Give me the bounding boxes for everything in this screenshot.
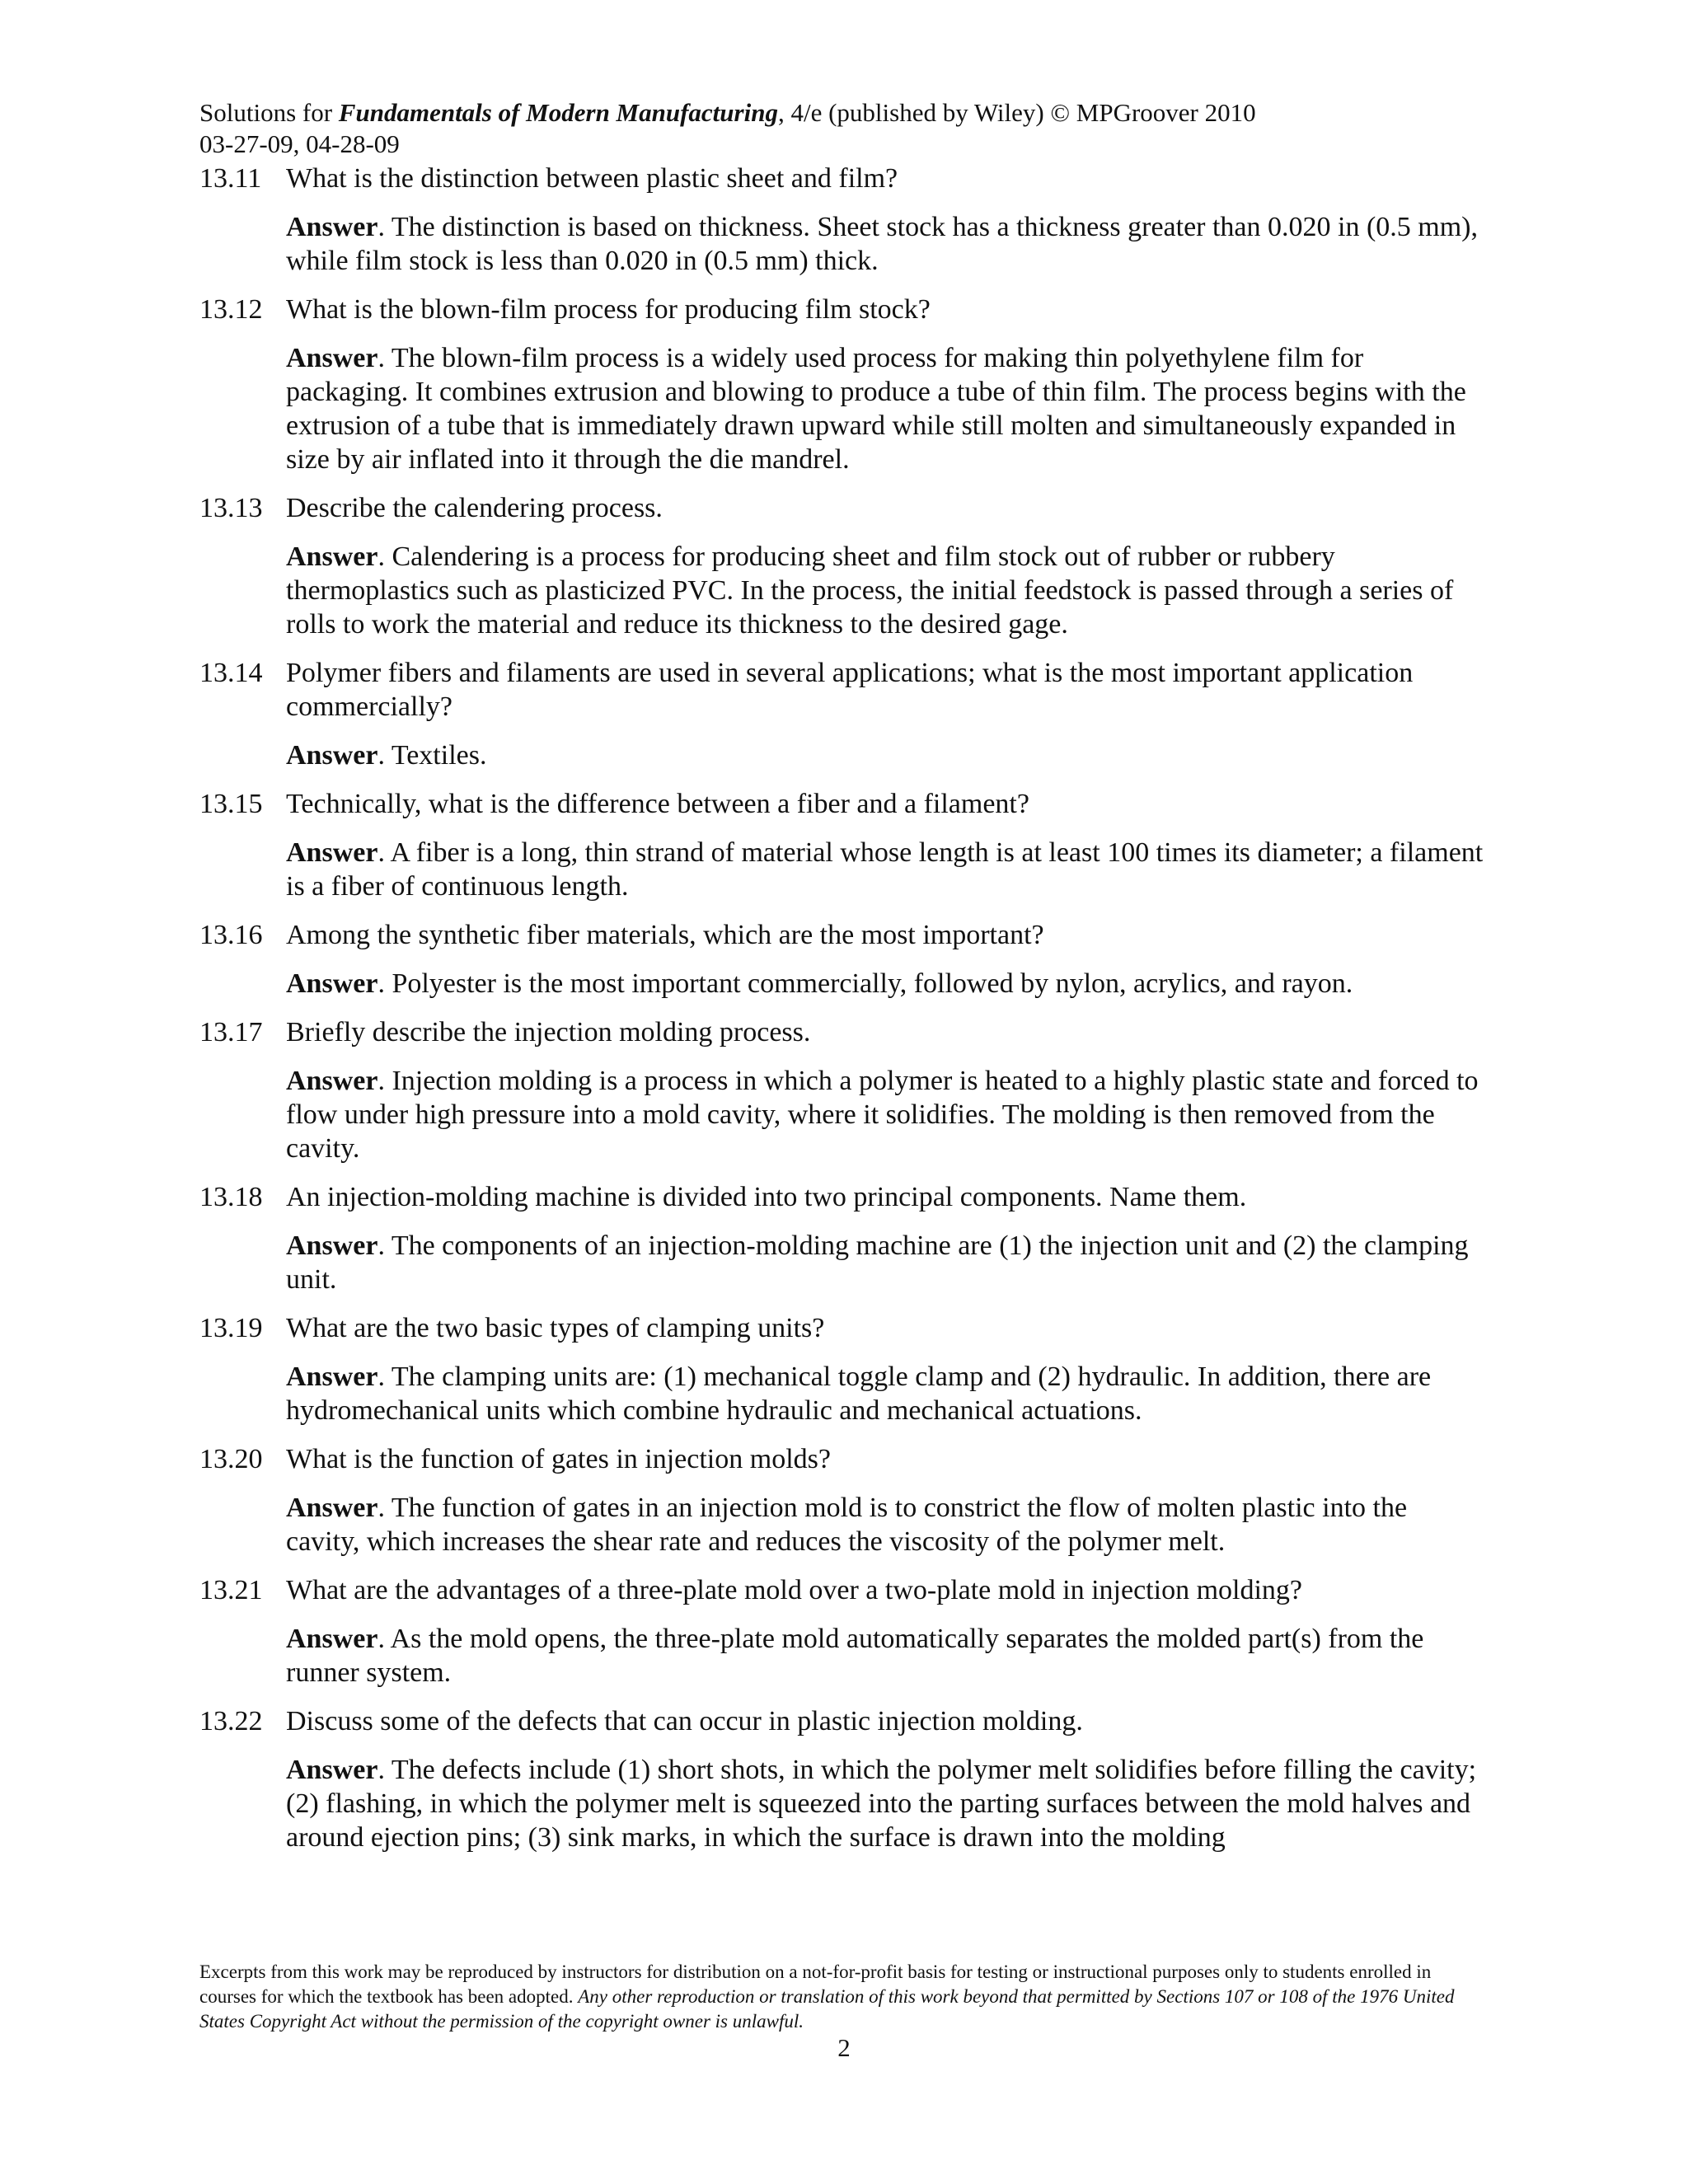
question-row [199,491,1485,525]
qa-item [199,1442,1485,1558]
answer-paragraph [286,1622,1485,1690]
question-text: Polymer fibers and filaments are used in several applications; what is the most important application commercially? [286,658,1414,722]
question-number: 13.18 [199,1182,263,1212]
copyright-footer [199,1960,1485,2034]
answer-paragraph [286,1753,1485,1854]
question-text: Technically, what is the difference between a fiber and a filament? [286,789,1029,819]
page-header [199,97,1518,160]
answer-label: Answer [286,1493,378,1523]
qa-item [199,1704,1485,1854]
question-text: What is the blown-film process for producing film stock? [286,294,931,325]
question-number: 13.15 [199,789,263,819]
answer-paragraph [286,210,1485,278]
answer-text: . The function of gates in an injection mold is to constrict the flow of molten plastic into the cavity, which increases the shear rate and reduces the viscosity of the polymer melt. [286,1493,1408,1557]
question-number: 13.12 [199,294,263,325]
answer-text: . As the mold opens, the three-plate mold automatically separates the molded part(s) from the runner system. [286,1624,1424,1688]
question-text: Among the synthetic fiber materials, which are the most important? [286,920,1044,950]
answer-text: . Textiles. [377,740,487,771]
question-row [199,293,1485,326]
qa-item [199,1015,1485,1165]
question-row [199,1442,1485,1476]
answer-paragraph [286,836,1485,903]
question-text: Briefly describe the injection molding process. [286,1017,811,1047]
answer-label: Answer [286,740,378,771]
page-number: 2 [837,2033,851,2062]
question-text: What is the function of gates in injection molds? [286,1444,831,1474]
question-row [199,162,1485,195]
question-text: What are the two basic types of clamping units? [286,1313,825,1343]
question-row [199,1704,1485,1738]
question-number: 13.14 [199,658,263,688]
question-number: 13.13 [199,493,263,523]
qa-item [199,1573,1485,1690]
answer-text: . A fiber is a long, thin strand of material whose length is at least 100 times its diameter; a filament is a fiber of continuous length. [286,837,1484,902]
answer-text: . The distinction is based on thickness. Sheet stock has a thickness greater than 0.020 in (0.5 mm), while film stock is less than 0.020 in (0.5 mm) thick. [286,212,1479,276]
answer-text: . The blown-film process is a widely used process for making thin polyethylene film for packaging. It combines extrusion and blowing to produce a tube of thin film. The process begins with the extrusion of a tube that is immediately drawn upward while still molten and simultaneously expanded in size by air inflated into it through the die mandrel. [286,343,1466,475]
answer-label: Answer [286,541,378,572]
question-number: 13.19 [199,1313,263,1343]
question-row [199,1573,1485,1607]
answer-paragraph [286,1360,1485,1427]
answer-label: Answer [286,1066,378,1096]
qa-item [199,787,1485,903]
question-answer-list [199,162,1485,1869]
qa-item [199,1180,1485,1296]
question-number: 13.17 [199,1017,263,1047]
qa-item [199,162,1485,278]
qa-item [199,918,1485,1001]
qa-item [199,293,1485,476]
question-row [199,656,1485,724]
answer-label: Answer [286,837,378,868]
question-text: What is the distinction between plastic sheet and film? [286,163,898,194]
qa-item [199,491,1485,641]
answer-label: Answer [286,212,378,242]
question-row [199,918,1485,952]
answer-text: . Polyester is the most important commercially, followed by nylon, acrylics, and rayon. [377,968,1353,999]
answer-label: Answer [286,1755,378,1785]
answer-label: Answer [286,1361,378,1392]
answer-paragraph [286,1229,1485,1296]
answer-paragraph [286,1491,1485,1558]
answer-paragraph [286,967,1485,1001]
question-row [199,1311,1485,1345]
question-number: 13.21 [199,1575,263,1605]
answer-paragraph [286,341,1485,476]
question-text: What are the advantages of a three-plate mold over a two-plate mold in injection molding? [286,1575,1302,1605]
answer-label: Answer [286,343,378,373]
answer-text: . The components of an injection-molding machine are (1) the injection unit and (2) the clamping unit. [286,1230,1469,1295]
question-row [199,1180,1485,1214]
answer-text: . The clamping units are: (1) mechanical toggle clamp and (2) hydraulic. In addition, there are hydromechanical units which combine hydraulic and mechanical actuations. [286,1361,1432,1426]
footer-plain-text: Excerpts from this work may be reproduced by instructors for distribution on a not-for-profit basis for testing or instructional purposes only to students enrolled in courses for which the textbook has been adopted. [199,1961,1432,2007]
header-suffix: , 4/e (published by Wiley) © MPGroover 2010 [777,98,1256,127]
qa-item [199,1311,1485,1427]
question-number: 13.20 [199,1444,263,1474]
answer-label: Answer [286,1230,378,1261]
answer-paragraph [286,540,1485,641]
header-dates: 03-27-09, 04-28-09 [199,129,400,158]
question-number: 13.11 [199,163,262,194]
qa-item [199,656,1485,772]
question-number: 13.16 [199,920,263,950]
question-row [199,787,1485,821]
answer-text: . The defects include (1) short shots, in which the polymer melt solidifies before filling the cavity; (2) flashing, in which the polymer melt is squeezed into the parting surfaces between the mold halves and around ejection pins; (3) sink marks, in which the surface is drawn into the molding [286,1755,1477,1853]
answer-text: . Injection molding is a process in which a polymer is heated to a highly plastic state and forced to flow under high pressure into a mold cavity, where it solidifies. The molding is then removed from the cavity. [286,1066,1479,1164]
answer-paragraph [286,1064,1485,1165]
footer-italic-text: Any other reproduction or translation of this work beyond that permitted by Sections 107 or 108 of the 1976 United States Copyright Act without the permission of the copyright owner is unlawful. [199,1986,1455,2032]
question-text: Describe the calendering process. [286,493,663,523]
header-prefix: Solutions for [199,98,339,127]
answer-label: Answer [286,1624,378,1654]
header-title-line [199,97,1518,129]
answer-text: . Calendering is a process for producing sheet and film stock out of rubber or rubbery thermoplastics such as plasticized PVC. In the process, the initial feedstock is passed through a series of rolls to work the material and reduce its thickness to the desired gage. [286,541,1454,640]
answer-label: Answer [286,968,378,999]
book-title: Fundamentals of Modern Manufacturing [338,98,778,127]
question-row [199,1015,1485,1049]
question-text: Discuss some of the defects that can occur in plastic injection molding. [286,1706,1083,1736]
answer-paragraph [286,738,1485,772]
question-number: 13.22 [199,1706,263,1736]
question-text: An injection-molding machine is divided into two principal components. Name them. [286,1182,1247,1212]
